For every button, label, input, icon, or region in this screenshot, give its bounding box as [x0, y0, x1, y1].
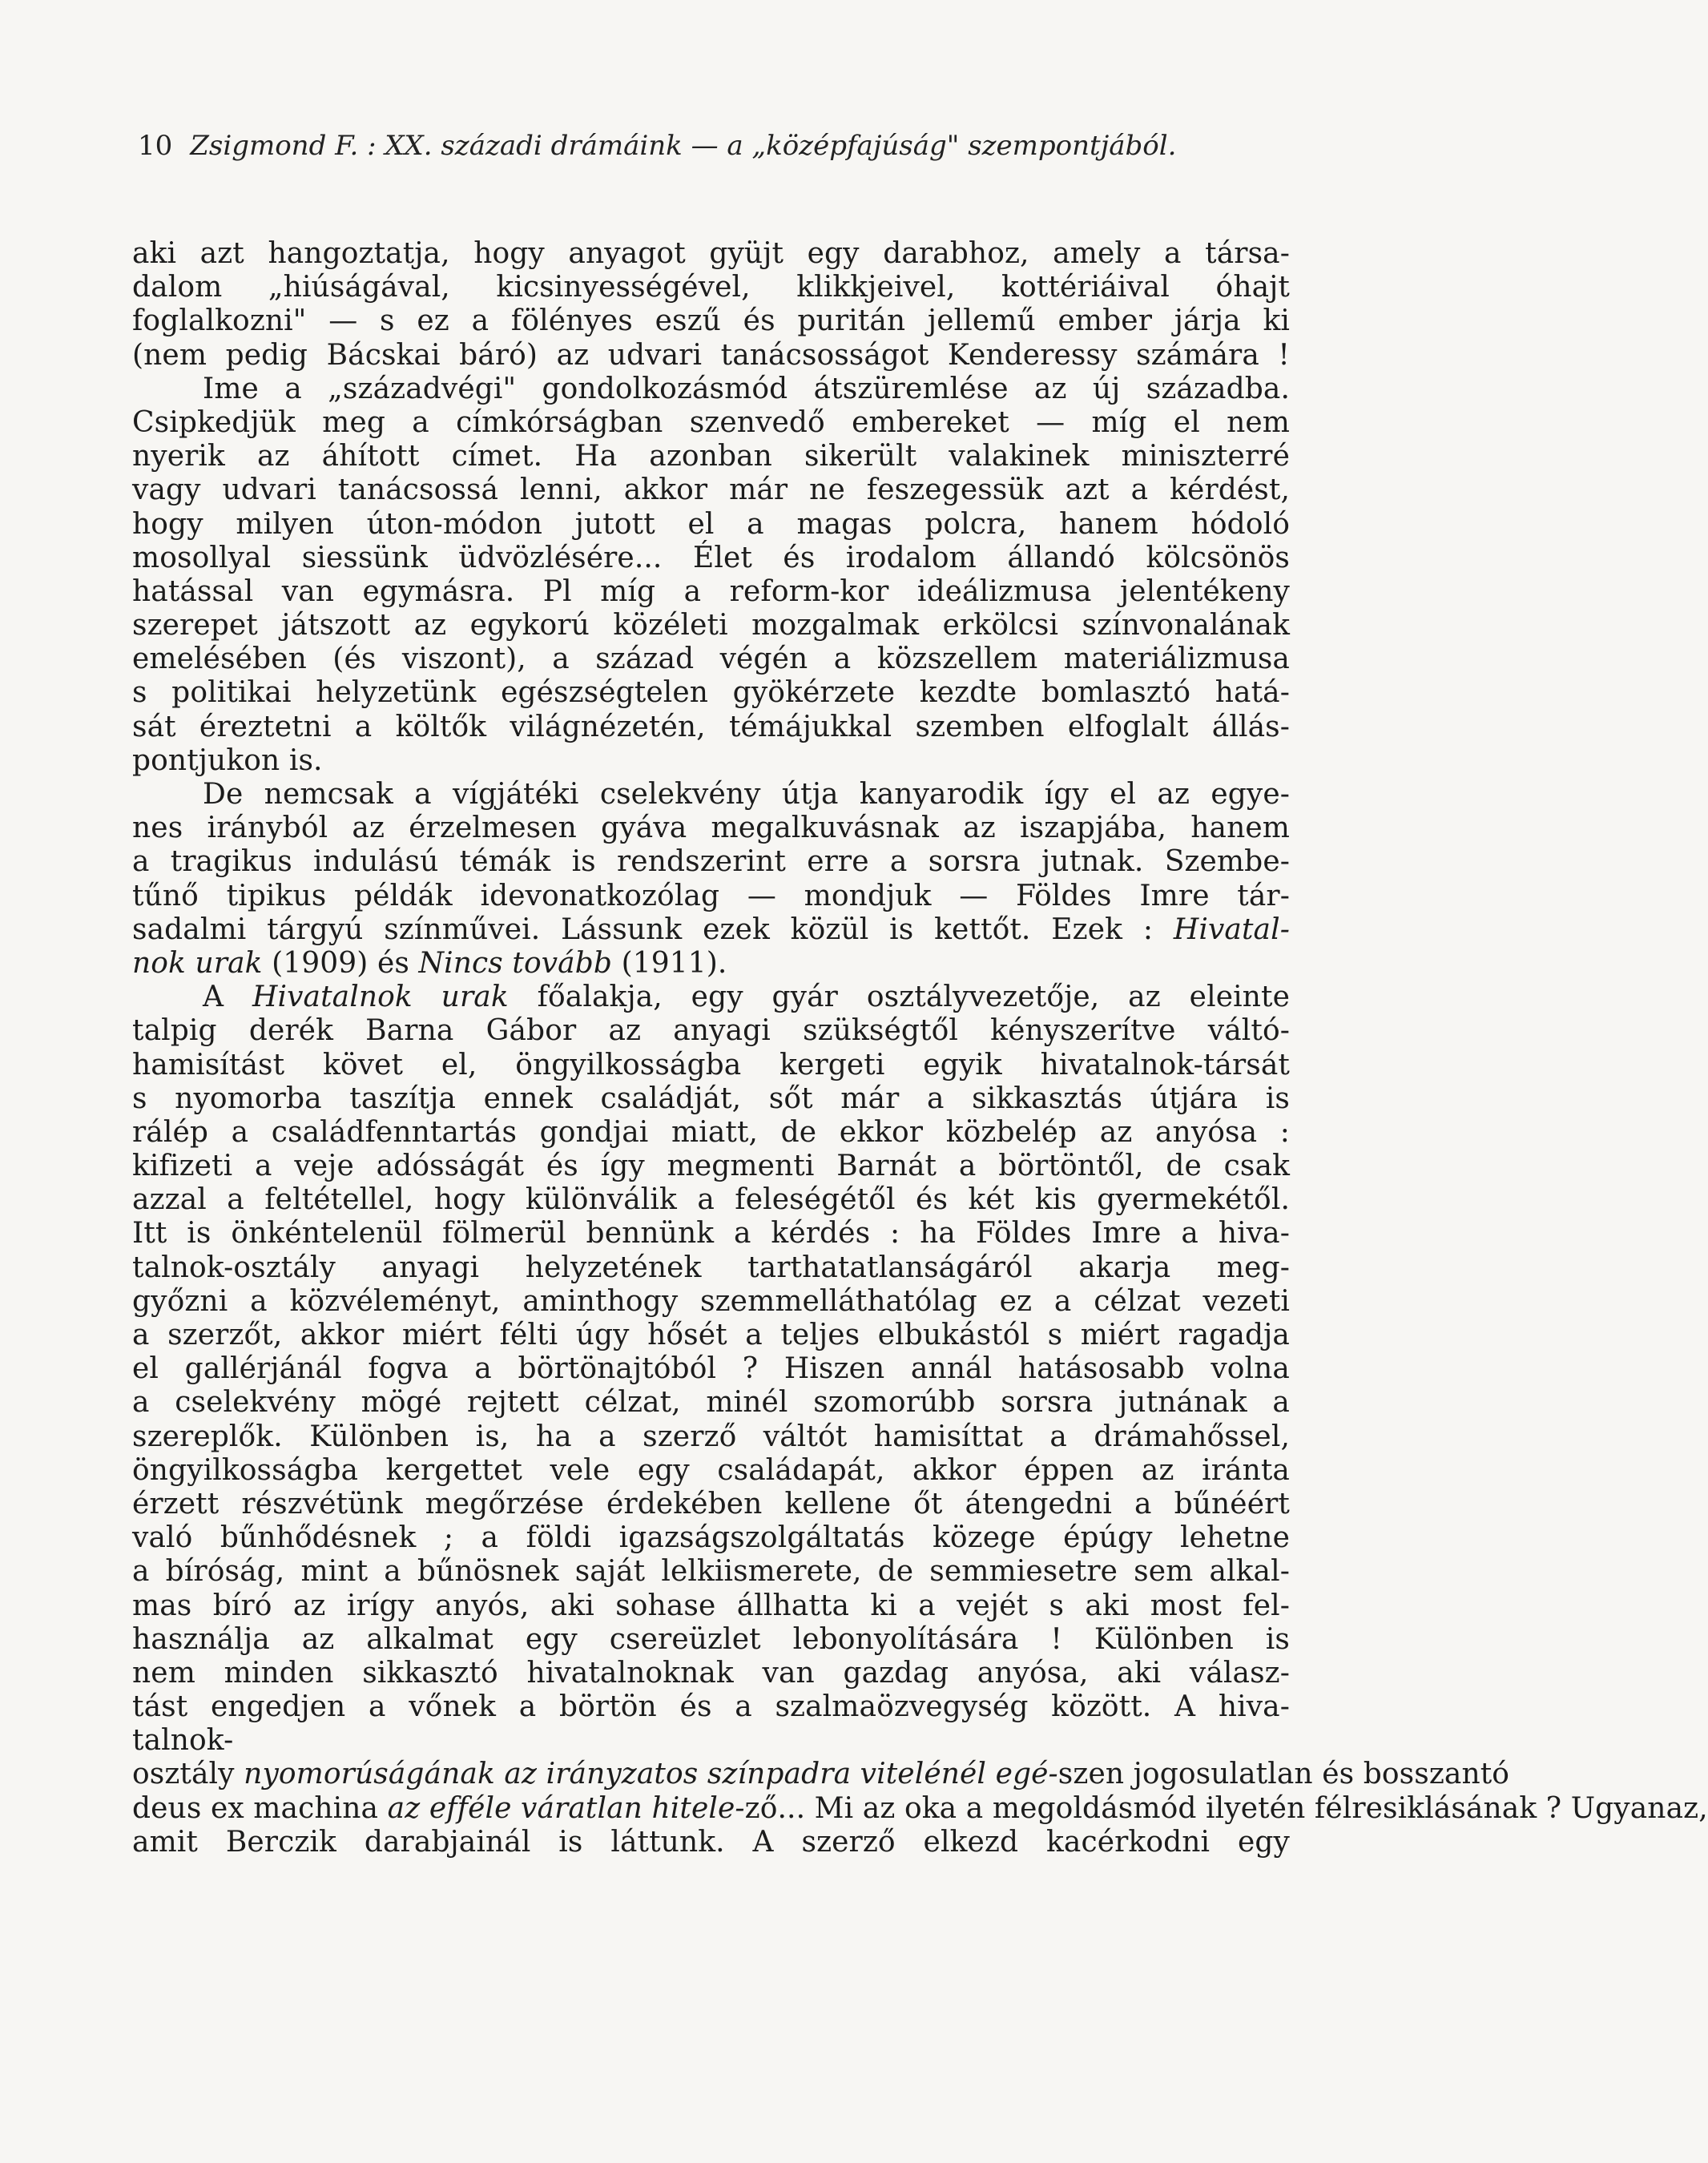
running-title: Zsigmond F. : XX. századi drámáink — a „középfajúság" szempontjából. [190, 130, 1177, 162]
text-line: azzal a feltétellel, hogy különválik a feleségétől és két kis gyermekétől. [132, 1183, 1290, 1217]
text-line: hogy milyen úton-módon jutott el a magas polcra, hanem hódoló [132, 507, 1290, 541]
text-line: (nem pedig Bácskai báró) az udvari tanácsosságot Kenderessy számára ! [132, 338, 1290, 372]
body-text [132, 237, 1708, 1893]
text-run: ző... Mi az oka a megoldásmód ilyetén félresiklásának ? Ugyanaz, [744, 1791, 1708, 1825]
text-run: főalakja, egy gyár osztályvezetője, az eleinte [508, 981, 1290, 1014]
text-line: talnok-osztály anyagi helyzetének tarthatatlanságáról akarja meg- [132, 1251, 1290, 1284]
text-line: nes irányból az érzelmesen gyáva megalkuvásnak az iszapjába, hanem [132, 812, 1290, 845]
text-line: talpig derék Barna Gábor az anyagi szükségtől kényszerítve váltó- [132, 1014, 1290, 1048]
text-line: öngyilkosságba kergettet vele egy családapát, akkor éppen az iránta [132, 1453, 1290, 1487]
text-line: s nyomorba taszítja ennek családját, sőt már a sikkasztás útjára is [132, 1082, 1290, 1115]
text-run: deus ex machina [132, 1791, 379, 1825]
text-line: De nemcsak a vígjátéki cselekvény útja kanyarodik így el az egye- [203, 778, 1290, 811]
text-line [132, 981, 1290, 1014]
italic-title: Nincs tovább [418, 946, 613, 980]
text-line: amit Berczik darabjainál is láttunk. A szerző elkezd kacérkodni egy [132, 1825, 1290, 1859]
text-line: tást engedjen a vőnek a börtön és a szalmaözvegység között. A hiva- [132, 1690, 1290, 1724]
text-line: győzni a közvéleményt, aminthogy szemmelláthatólag ez a célzat vezeti [132, 1284, 1290, 1318]
italic-title: nok urak [132, 946, 263, 980]
text-line: talnok- [132, 1724, 234, 1758]
text-line: mosollyal siessünk üdvözlésére... Élet és irodalom állandó kölcsönös [132, 541, 1290, 574]
text-line: szereplők. Különben is, ha a szerző váltót hamisíttat a drámahőssel, [132, 1420, 1290, 1453]
text-run: osztály [132, 1758, 235, 1791]
text-line: vagy udvari tanácsossá lenni, akkor már ne feszegessük azt a kérdést, [132, 473, 1290, 507]
text-run: (1911). [612, 946, 727, 980]
text-line: szerepet játszott az egykorú közéleti mozgalmak erkölcsi színvonalának [132, 609, 1290, 642]
text-line: foglalkozni" — s ez a fölényes eszű és puritán jellemű ember járja ki [132, 304, 1290, 338]
italic-title: Hivatal- [1173, 912, 1290, 946]
text-line: hamisítást követ el, öngyilkosságba kergeti egyik hivatalnok-társát [132, 1048, 1290, 1082]
text-line: sát éreztetni a költők világnézetén, témájukkal szemben elfoglalt állás- [132, 710, 1290, 743]
text-line: a cselekvény mögé rejtett célzat, minél szomorúbb sorsra jutnának a [132, 1386, 1290, 1420]
text-line: való bűnhődésnek ; a földi igazságszolgáltatás közege épúgy lehetne [132, 1521, 1290, 1555]
text-line: s politikai helyzetünk egészségtelen gyökérzete kezdte bomlasztó hatá- [132, 676, 1290, 710]
italic-phrase: az efféle váratlan hitele- [378, 1791, 745, 1825]
text-line: nem minden sikkasztó hivatalnoknak van gazdag anyósa, aki válasz- [132, 1656, 1290, 1690]
text-line: mas bíró az irígy anyós, aki sohase állhatta ki a vejét s aki most fel- [132, 1589, 1290, 1622]
text-run: (1909) és [262, 946, 419, 980]
text-line: Ime a „századvégi" gondolkozásmód átszüremlése az új századba. [203, 372, 1290, 405]
text-line [132, 1859, 1290, 1893]
text-line: érzett részvétünk megőrzése érdekében kellene őt átengedni a bűnéért [132, 1487, 1290, 1521]
text-line: a bíróság, mint a bűnösnek saját lelkiismerete, de semmiesetre sem alkal- [132, 1555, 1290, 1589]
text-line: tűnő tipikus példák idevonatkozólag — mondjuk — Földes Imre tár- [132, 879, 1290, 912]
running-header [138, 130, 1176, 162]
text-line: Csipkedjük meg a címkórságban szenvedő embereket — míg el nem [132, 405, 1290, 439]
page-number: 10 [138, 130, 173, 162]
text-line: rálép a családfenntartás gondjai miatt, de ekkor közbelép az anyósa : [132, 1115, 1290, 1149]
text-line [132, 1758, 1510, 1791]
text-run: sadalmi tárgyú színművei. Lássunk ezek közül is kettőt. Ezek : [132, 912, 1174, 946]
text-line: el gallérjánál fogva a börtönajtóból ? Hiszen annál hatásosabb volna [132, 1352, 1290, 1386]
text-line: Itt is önkéntelenül fölmerül bennünk a kérdés : ha Földes Imre a hiva- [132, 1217, 1290, 1251]
text-line [132, 1791, 1708, 1826]
text-run: A [203, 981, 252, 1014]
italic-word: nyomorúságának az irányzatos színpadra vitelénél egé- [234, 1758, 1058, 1791]
text-line: a tragikus indulású témák is rendszerint erre a sorsra jutnak. Szembe- [132, 845, 1290, 879]
italic-title: Hivatalnok urak [252, 981, 509, 1014]
text-line [132, 947, 1290, 981]
text-line: a szerzőt, akkor miért félti úgy hősét a teljes elbukástól s miért ragadja [132, 1319, 1290, 1351]
text-line: nyerik az áhított címet. Ha azonban sikerült valakinek miniszterré [132, 440, 1290, 473]
text-line: emelésében (és viszont), a század végén a közszellem materiálizmusa [132, 642, 1290, 676]
text-line: hatással van egymásra. Pl míg a reform-kor ideálizmusa jelentékeny [132, 574, 1290, 608]
text-line: használja az alkalmat egy csereüzlet lebonyolítására ! Különben is [132, 1622, 1290, 1656]
text-line: kifizeti a veje adósságát és így megmenti Barnát a börtöntől, de csak [132, 1150, 1290, 1183]
text-line: pontjukon is. [132, 743, 323, 777]
text-run: szen jogosulatlan és bosszantó [1057, 1758, 1510, 1791]
text-line [132, 913, 1290, 947]
text-line: aki azt hangoztatja, hogy anyagot gyüjt egy darabhoz, amely a társa- [132, 237, 1290, 270]
text-line: dalom „hiúságával, kicsinyességével, klikkjeivel, kottériáival óhajt [132, 271, 1290, 304]
